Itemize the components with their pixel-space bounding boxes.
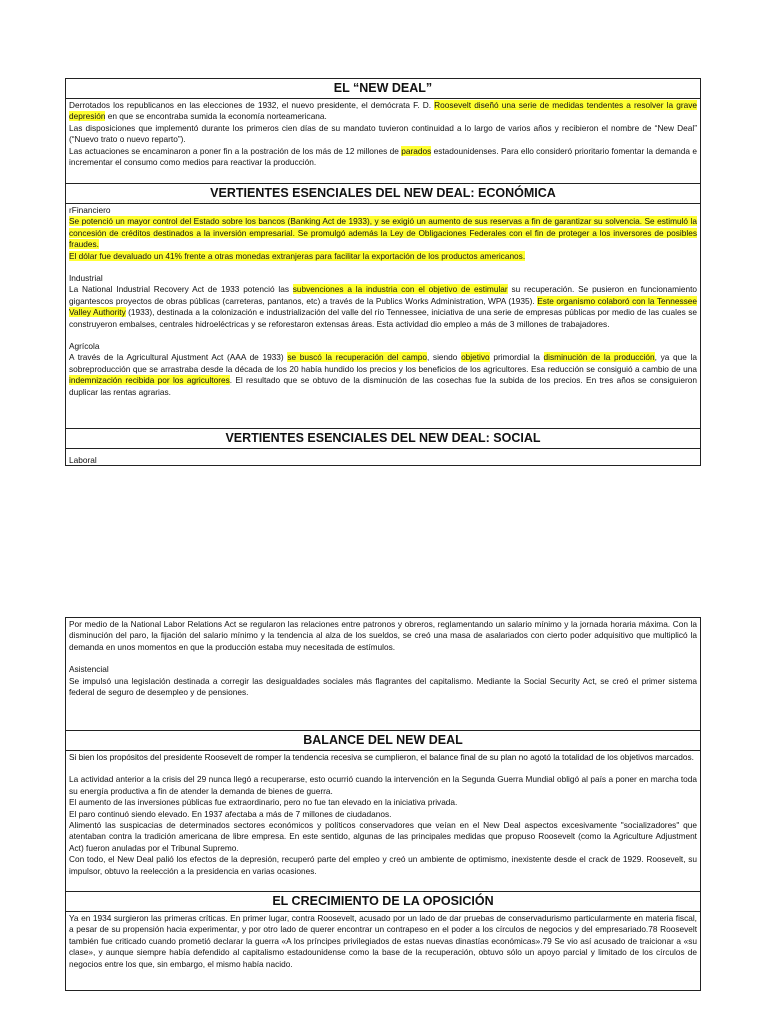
highlight: Roosevelt diseñó una serie de medidas tendentes a resolver la grave depresión [69, 100, 697, 122]
section-body-social-start [66, 449, 700, 468]
highlight: Se potenció un mayor control del Estado sobre los bancos (Banking Act de 1933), y se exigió un aumento de sus reservas a fin de garantizar su solvencia. Se estimuló la concesión de créditos destinados a la inversión empresarial. Se promulgó además la Ley de Obligaciones Federales con el fin de proteger a los inversores de posibles fraudes. [69, 216, 697, 250]
highlight: subvenciones a la industria con el objetivo de estimular [292, 284, 508, 295]
paragraph: La actividad anterior a la crisis del 29 nunca llegó a recuperarse, esto ocurrió cuando la intervención en la Segunda Guerra Mundial obligó al país a poner en marcha toda su energía productiva a fin de atender la demanda de bienes de guerra. [69, 774, 697, 796]
paragraph: La National Industrial Recovery Act de 1933 potenció las subvenciones a la industria con el objetivo de estimular su recuperación. Se pusieron en funcionamiento gigantescos proyectos de obras públicas (carreteras, pantanos, etc) a través de la Publics Works Administration, WPA (1935). Este organismo colaboró con la Tennessee Valley Authority (1933), destinada a la colonización e industrialización del valle del río Tennessee, iniciativa de una serie de empresas públicas por medio de las cuales se construyeron embalses, centrales hidroeléctricas y se reforestaron extensas áreas. Esta actividad dio empleo a más de 3 millones de trabajadores. [69, 284, 698, 329]
highlight: se buscó la recuperación del campo [287, 352, 427, 363]
paragraph: Por medio de la National Labor Relations Act se regularon las relaciones entre patronos y obreros, reglamentando un salario mínimo y la jornada horaria máxima. Con la disminución del paro, la fijación del salario mínimo y la tendencia al alza de los sueldos, se creó una masa de asalariados con cierto poder adquisitivo que multiplicó la demanda en unos momentos en que la producción estaba muy necesitada de estímulos. [69, 619, 697, 652]
subsection-label-financiero: rFinanciero [69, 205, 111, 215]
section-body-oposicion [66, 912, 700, 972]
paragraph: Si bien los propósitos del presidente Roosevelt de romper la tendencia recesiva se cumplieron, el balance final de su plan no agotó la totalidad de los objetivos marcados. [69, 752, 694, 762]
section-title-oposicion: EL CRECIMIENTO DE LA OPOSICIÓN [66, 891, 700, 912]
section-body-balance [66, 751, 700, 891]
highlight: El dólar fue devaluado un 41% frente a otras monedas extranjeras para facilitar la exportación de los productos americanos. [69, 250, 526, 261]
table-page-2 [65, 617, 701, 991]
paragraph [69, 216, 697, 250]
highlight: Este organismo colaboró con la Tennessee Valley Authority [69, 295, 698, 318]
paragraph: El aumento de las inversiones públicas fue extraordinario, pero no fue tan elevado en la iniciativa privada. [69, 797, 458, 808]
section-body-social [66, 618, 700, 730]
paragraph: A través de la Agricultural Ajustment Act (AAA de 1933) se buscó la recuperación del campo, siendo objetivo primordial la disminución de la producción, ya que la sobreproducción que se arrastraba desde la década de los 20 había hundido los precios y los beneficios de los agricultores. Esa reducción se consiguió a cambio de una indemnización recibida por los agricultores. El resultado que se obtuvo de la disminución de las cosechas fue la subida de los precios. En tres años se consiguieron duplicar las rentas agrarias. [69, 352, 697, 397]
subsection-label-agricola: Agrícola [69, 341, 100, 352]
highlight: disminución de la producción [543, 352, 655, 363]
section-body-economica [66, 204, 700, 428]
paragraph: Ya en 1934 surgieron las primeras críticas. En primer lugar, contra Roosevelt, acusado por un lado de dar pruebas de conservadurismo particularmente en materia fiscal, a pesar de su propensión hacia experimentar, y por otro lado de querer encontrar un contrapeso en el poder a los círculos de negocios y del empresariado.78 Roosevelt también fue criticado cuando prometió declarar la guerra «A los príncipes privilegiados de estas nuevas dinastías económicas».79 Se vio así acusado de traicionar a «su clase», y aunque siempre había defendido al capitalismo estadounidense como la base de la recuperación, obtuvo sólo un apoyo parcial y limitado de los círculos de negocios entre los que, sin embargo, el mismo había nacido. [69, 913, 697, 969]
paragraph: Derrotados los republicanos en las elecciones de 1932, el nuevo presidente, el demócrata F. D. Roosevelt diseñó una serie de medidas tendentes a resolver la grave depresión en que se encontraba sumida la economía norteamericana. [69, 100, 697, 122]
highlight: indemnización recibida por los agricultores [69, 375, 230, 386]
paragraph: Se impulsó una legislación destinada a corregir las desigualdades sociales más flagrantes del capitalismo. Mediante la Social Security Act, se creó el primer sistema federal de seguro de desempleo y de pensiones. [69, 675, 697, 698]
subsection-label-industrial: Industrial [69, 273, 103, 284]
paragraph: Las disposiciones que implementó durante los primeros cien días de su mandato tuvieron continuidad a lo largo de varios años y recibieron el nombre de “New Deal” (“Nuevo trato o nuevo reparto”). [69, 122, 697, 145]
section-title-economica: VERTIENTES ESENCIALES DEL NEW DEAL: ECONÓMICA [66, 183, 700, 204]
paragraph: El paro continuó siendo elevado. En 1937 afectaba a más de 7 millones de ciudadanos. [69, 808, 392, 819]
highlight: objetivo [461, 352, 490, 363]
paragraph: Las actuaciones se encaminaron a poner fin a la postración de los más de 12 millones de parados estadounidenses. Para ello consideró prioritario fomentar la demanda e incrementar el consumo como medios para reactivar la producción. [69, 145, 697, 168]
section-title-balance: BALANCE DEL NEW DEAL [66, 730, 700, 751]
subsection-label-asistencial: Asistencial [69, 664, 109, 675]
section-body-new-deal [66, 99, 700, 183]
paragraph [69, 251, 697, 262]
highlight: parados [401, 145, 432, 156]
paragraph: Alimentó las suspicacias de determinados sectores económicos y políticos conservadores que veían en el New Deal aspectos excesivamente "socializadores" que atentaban contra la tradición americana de libre empresa. En este sentido, algunas de las principales medidas que propuso Roosevelt (como la Agriculture Adjustment Act) fueron anuladas por el Tribunal Supremo. [69, 820, 697, 853]
subsection-label-laboral: Laboral [69, 455, 97, 465]
section-title-new-deal: EL “NEW DEAL” [66, 79, 700, 99]
table-page-1 [65, 78, 701, 466]
section-title-social: VERTIENTES ESENCIALES DEL NEW DEAL: SOCIAL [66, 428, 700, 449]
paragraph: Con todo, el New Deal palió los efectos de la depresión, recuperó parte del empleo y creó un ambiente de optimismo, inexistente desde el crack de 1929. Roosevelt, su impulsor, obtuvo la reelección a la presidencia en varias ocasiones. [69, 854, 697, 876]
